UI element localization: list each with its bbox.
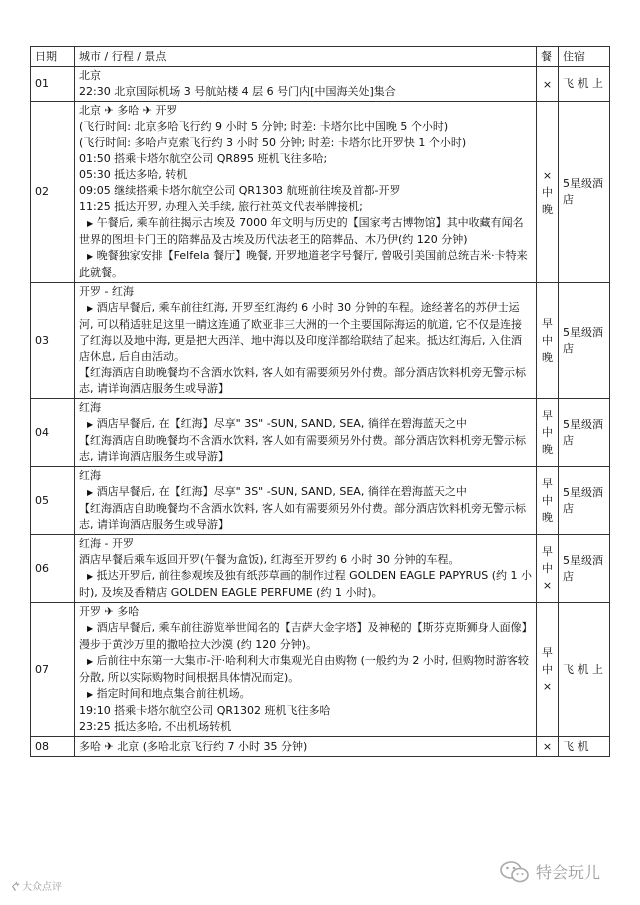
meal-item: 中 <box>542 663 553 676</box>
meal-item: 中 <box>542 494 553 507</box>
watermark <box>500 860 600 883</box>
itinerary-line-text: 北京 ✈ 多哈 ✈ 开罗 <box>79 104 178 117</box>
header-desc: 城市 / 行程 / 景点 <box>75 47 537 67</box>
itinerary-line-text: 抵达开罗后, 前往参观埃及独有纸莎草画的制作过程 GOLDEN EAGLE PAPYRUS (约 1 小时), 及埃及香精店 GOLDEN EAGLE PERFUME (约 1 小时)。 <box>79 569 533 599</box>
itinerary-line <box>79 119 532 135</box>
itinerary-line <box>79 400 532 416</box>
itinerary-line <box>79 84 532 100</box>
hotel-cell: 飞 机 <box>559 737 610 757</box>
itinerary-line-text: 指定时间和地点集合前往机场。 <box>96 687 251 700</box>
hotel-cell: 5星级酒店 <box>559 467 610 535</box>
day-row <box>31 467 610 535</box>
itinerary-line <box>79 433 532 465</box>
itinerary-line <box>79 719 532 735</box>
itinerary-line <box>79 620 532 653</box>
hotel-cell: 飞 机 上 <box>559 603 610 737</box>
itinerary-line <box>79 468 532 484</box>
meal-item: × <box>542 168 553 182</box>
itinerary-line <box>79 416 532 433</box>
day-row <box>31 399 610 467</box>
bullet-arrow-icon: ▶ <box>87 690 94 699</box>
meal-item: 早 <box>542 646 553 659</box>
day-description <box>75 283 537 399</box>
itinerary-line <box>79 135 532 151</box>
itinerary-line <box>79 167 532 183</box>
meal-cell <box>537 737 559 757</box>
logo-mark: ぐ <box>9 882 19 893</box>
itinerary-line-text: 晚餐独家安排【Felfela 餐厅】晚餐, 开罗地道老字号餐厅, 曾吸引美国前总统吉米·卡特来此就餐。 <box>79 249 528 279</box>
itinerary-line <box>79 68 532 84</box>
day-description <box>75 603 537 737</box>
meal-item: 晚 <box>542 202 553 216</box>
hotel-cell: 5星级酒店 <box>559 283 610 399</box>
meal-item: × <box>542 680 553 693</box>
itinerary-line-text: 红海 <box>79 401 101 414</box>
itinerary-line-text: 酒店早餐后, 乘车前往游览举世闻名的【吉萨大金字塔】及神秘的【斯芬克斯狮身人面像】漫步于黄沙万里的撒哈拉大沙漠 (约 120 分钟)。 <box>79 621 528 651</box>
day-description <box>75 67 537 102</box>
itinerary-line <box>79 552 532 568</box>
itinerary-line <box>79 151 532 167</box>
header-meal: 餐 <box>537 47 559 67</box>
meal-item: 早 <box>542 477 553 490</box>
day-row <box>31 535 610 603</box>
watermark-text: 特会玩儿 <box>536 863 601 882</box>
day-number: 03 <box>31 283 75 399</box>
day-description <box>75 102 537 283</box>
itinerary-line-text: (飞行时间: 北京多哈飞行约 9 小时 5 分钟; 时差: 卡塔尔比中国晚 5 个小时) <box>79 120 449 133</box>
meal-cell <box>537 67 559 102</box>
itinerary-line-text: 11:25 抵达开罗, 办理入关手续, 旅行社英文代表举牌接机; <box>79 200 363 213</box>
itinerary-line <box>79 686 532 703</box>
itinerary-line-text: 酒店早餐后, 在【红海】尽享" 3S" -SUN, SAND, SEA, 徜徉在碧海蓝天之中 <box>96 485 467 498</box>
itinerary-line <box>79 568 532 601</box>
bullet-arrow-icon: ▶ <box>87 219 94 228</box>
meal-item: 晚 <box>542 351 553 364</box>
hotel-cell: 5星级酒店 <box>559 399 610 467</box>
day-row <box>31 737 610 757</box>
itinerary-line <box>79 604 532 620</box>
day-number: 02 <box>31 102 75 283</box>
day-row <box>31 603 610 737</box>
itinerary-line <box>79 284 532 300</box>
hotel-cell: 5星级酒店 <box>559 102 610 283</box>
bullet-arrow-icon: ▶ <box>87 304 94 313</box>
itinerary-table <box>30 46 610 757</box>
meal-cell <box>537 467 559 535</box>
itinerary-line-text: 开罗 - 红海 <box>79 285 134 298</box>
meal-item: 中 <box>542 562 553 575</box>
itinerary-line-text: (飞行时间: 多哈卢克索飞行约 3 小时 50 分钟; 时差: 卡塔尔比开罗快 1 个小时) <box>79 136 467 149</box>
itinerary-line-text: 23:25 抵达多哈, 不出机场转机 <box>79 720 232 733</box>
itinerary-line-text: 05:30 抵达多哈, 转机 <box>79 168 188 181</box>
itinerary-line <box>79 501 532 533</box>
meal-item: × <box>542 579 553 592</box>
meal-cell <box>537 283 559 399</box>
day-number: 05 <box>31 467 75 535</box>
meal-item: 早 <box>542 317 553 330</box>
itinerary-line-text: 酒店早餐后, 在【红海】尽享" 3S" -SUN, SAND, SEA, 徜徉在碧海蓝天之中 <box>96 417 467 430</box>
header-row <box>31 47 610 67</box>
day-description <box>75 737 537 757</box>
meal-item: 早 <box>542 545 553 558</box>
itinerary-line-text: 红海 <box>79 469 101 482</box>
bullet-arrow-icon: ▶ <box>87 572 94 581</box>
header-hotel: 住宿 <box>559 47 610 67</box>
itinerary-line-text: 酒店早餐后, 乘车前往红海, 开罗至红海约 6 小时 30 分钟的车程。途经著名的苏伊士运河, 可以稍适驻足这里一睛这连通了欧亚非三大洲的一个主要国际海运的航道, 它不仅是连接了红海以及地中海, 更是把大西洋、地中海以及印度洋都给联结了起来。抵达红海后, 入住酒店休息, 后自由活动。 <box>79 301 522 363</box>
itinerary-line-text: 酒店早餐后乘车返回开罗(午餐为盒饭), 红海至开罗约 6 小时 30 分钟的车程。 <box>79 553 460 566</box>
itinerary-line-text: 【红海酒店自助晚餐均不含酒水饮料, 客人如有需要须另外付费。部分酒店饮料机旁无警示标志, 请详询酒店服务生或导游】 <box>79 502 526 531</box>
itinerary-line <box>79 365 532 397</box>
itinerary-line-text: 红海 - 开罗 <box>79 537 134 550</box>
day-row <box>31 283 610 399</box>
meal-item: 中 <box>542 334 553 347</box>
itinerary-line-text: 09:05 继续搭乘卡塔尔航空公司 QR1303 航班前往埃及首都-开罗 <box>79 184 401 197</box>
hotel-cell: 飞 机 上 <box>559 67 610 102</box>
meal-cell <box>537 102 559 283</box>
itinerary-line <box>79 300 532 365</box>
meal-cell <box>537 603 559 737</box>
day-number: 08 <box>31 737 75 757</box>
itinerary-line <box>79 739 532 755</box>
itinerary-line-text: 开罗 ✈ 多哈 <box>79 605 140 618</box>
itinerary-line <box>79 536 532 552</box>
bullet-arrow-icon: ▶ <box>87 488 94 497</box>
header-day: 日期 <box>31 47 75 67</box>
bullet-arrow-icon: ▶ <box>87 657 94 666</box>
meal-cell <box>537 399 559 467</box>
itinerary-line-text: 【红海酒店自助晚餐均不含酒水饮料, 客人如有需要须另外付费。部分酒店饮料机旁无警示标志, 请详询酒店服务生或导游】 <box>79 434 526 463</box>
itinerary-line <box>79 199 532 215</box>
footer-logo <box>9 878 62 893</box>
meal-item: × <box>542 77 553 91</box>
meal-item: 中 <box>542 185 553 199</box>
meal-item: × <box>542 740 553 753</box>
logo-text: 大众点评 <box>22 882 62 893</box>
meal-item: 晚 <box>542 511 553 524</box>
day-number: 04 <box>31 399 75 467</box>
bullet-arrow-icon: ▶ <box>87 420 94 429</box>
day-description <box>75 467 537 535</box>
meal-item: 早 <box>542 409 553 422</box>
itinerary-line-text: 后前往中东第一大集市-汗·哈利利大市集观光自由购物 (一般约为 2 小时, 但购物时游客较分散, 所以实际购物时间根据具体情况而定)。 <box>79 654 529 684</box>
day-description <box>75 399 537 467</box>
day-number: 01 <box>31 67 75 102</box>
hotel-cell: 5星级酒店 <box>559 535 610 603</box>
meal-item: 晚 <box>542 443 553 456</box>
day-description <box>75 535 537 603</box>
meal-cell <box>537 535 559 603</box>
itinerary-line <box>79 703 532 719</box>
itinerary-line-text: 北京 <box>79 69 101 82</box>
itinerary-line <box>79 248 532 281</box>
itinerary-line <box>79 103 532 119</box>
itinerary-line-text: 01:50 搭乘卡塔尔航空公司 QR895 班机飞往多哈; <box>79 152 328 165</box>
bullet-arrow-icon: ▶ <box>87 624 94 633</box>
day-row <box>31 102 610 283</box>
itinerary-line <box>79 484 532 501</box>
itinerary-line-text: 19:10 搭乘卡塔尔航空公司 QR1302 班机飞往多哈 <box>79 704 331 717</box>
day-row <box>31 67 610 102</box>
itinerary-line-text: 多哈 ✈ 北京 (多哈北京飞行约 7 小时 35 分钟) <box>79 739 308 753</box>
itinerary-line-text: 【红海酒店自助晚餐均不含酒水饮料, 客人如有需要须另外付费。部分酒店饮料机旁无警示标志, 请详询酒店服务生或导游】 <box>79 366 526 395</box>
day-number: 07 <box>31 603 75 737</box>
itinerary-line-text: 午餐后, 乘车前往揭示古埃及 7000 年文明与历史的【国家考古博物馆】其中收藏有闻名世界的图坦卡门王的陪葬品及古埃及历代法老王的陪葬品、木乃伊(约 120 分钟) <box>79 216 524 246</box>
wechat-icon <box>500 861 530 883</box>
itinerary-line-text: 22:30 北京国际机场 3 号航站楼 4 层 6 号门内[中国海关处]集合 <box>79 85 396 98</box>
meal-item: 中 <box>542 426 553 439</box>
itinerary-line <box>79 215 532 248</box>
day-number: 06 <box>31 535 75 603</box>
bullet-arrow-icon: ▶ <box>87 252 94 261</box>
itinerary-line <box>79 653 532 686</box>
itinerary-line <box>79 183 532 199</box>
